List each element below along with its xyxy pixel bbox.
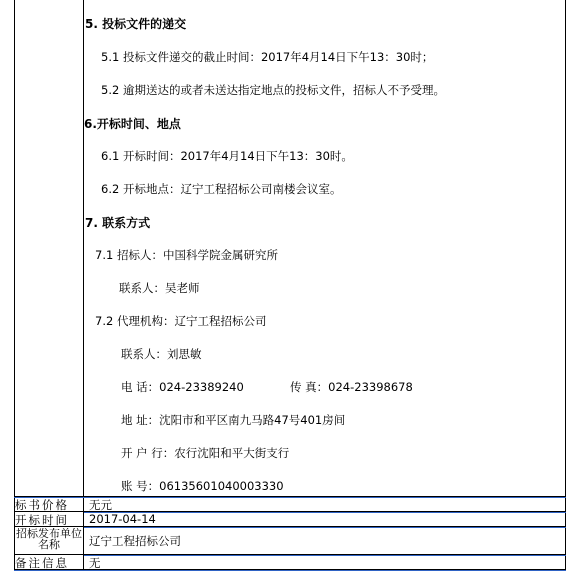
value-publisher: 辽宁工程招标公司 — [89, 534, 181, 548]
account: 账 号：06135601040003330 — [121, 479, 284, 493]
value-opening-time: 2017-04-14 — [89, 512, 156, 526]
section-7-2: 7.2 代理机构：辽宁工程招标公司 — [95, 314, 267, 328]
label-publisher: 招标发布单位名称 — [16, 528, 82, 551]
label-opening-time: 开标时间 — [15, 513, 69, 527]
section-5-2: 5.2 逾期送达的或者未送达指定地点的投标文件，招标人不予受理。 — [101, 83, 445, 97]
label-remarks: 备注信息 — [15, 556, 69, 570]
address: 地 址：沈阳市和平区南九马路47号401房间 — [121, 413, 346, 427]
section-5-1: 5.1 投标文件递交的截止时间：2017年4月14日下午13：30时； — [101, 50, 434, 64]
section-7-1: 7.1 招标人：中国科学院金属研究所 — [95, 248, 278, 262]
bank: 开 户 行：农行沈阳和平大街支行 — [121, 446, 290, 460]
contact-person-2: 联系人：刘思敏 — [121, 347, 202, 361]
value-bid-price: 无元 — [89, 498, 112, 512]
row-accent — [84, 555, 566, 556]
section-6-title: 6.开标时间、地点 — [84, 117, 181, 131]
right-border — [565, 0, 566, 570]
fax: 传 真：024-23398678 — [290, 380, 413, 394]
label-bid-price: 标书价格 — [15, 498, 69, 512]
contact-person-1: 联系人：吴老师 — [119, 281, 200, 295]
section-6-2: 6.2 开标地点：辽宁工程招标公司南楼会议室。 — [101, 182, 342, 196]
row-accent — [84, 527, 566, 528]
column-divider — [83, 0, 84, 570]
section-7-title: 7. 联系方式 — [85, 216, 151, 230]
value-remarks: 无 — [89, 556, 101, 570]
section-5-title: 5. 投标文件的递交 — [85, 17, 187, 31]
section-6-1: 6.1 开标时间：2017年4月14日下午13：30时。 — [101, 149, 353, 163]
left-border — [14, 0, 15, 570]
row-accent — [84, 512, 566, 513]
phone: 电 话：024-23389240 — [121, 380, 244, 394]
